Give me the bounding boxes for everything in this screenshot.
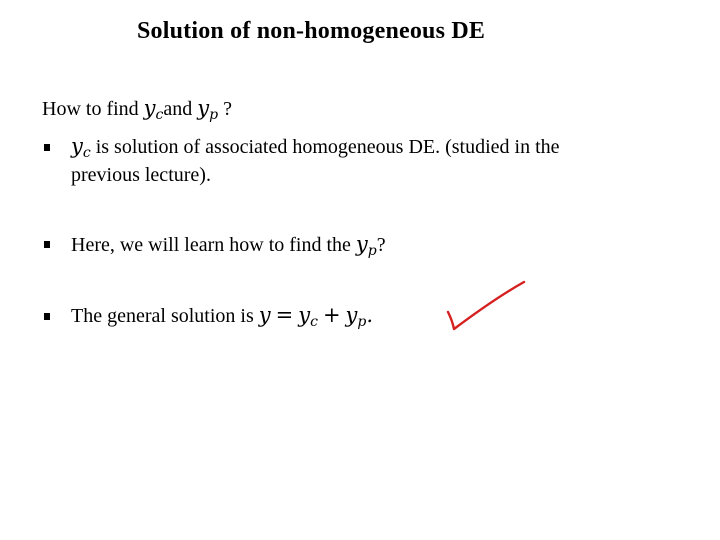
bullet-marker bbox=[44, 313, 50, 320]
bullet-3 bbox=[71, 303, 373, 330]
yc-symbol: $y_c$ bbox=[143, 96, 164, 123]
general-solution-equation: $y = y_c + y_p$. bbox=[258, 303, 374, 330]
bullet-2-suffix: ? bbox=[376, 234, 386, 256]
intro-join: and bbox=[163, 98, 193, 120]
bullet-marker bbox=[44, 144, 50, 151]
bullet-2 bbox=[71, 232, 386, 259]
bullet-1-line-1 bbox=[71, 134, 560, 161]
bullet-3-text: The general solution is bbox=[71, 305, 254, 327]
bullet-1-text: is solution of associated homogeneous DE. (studied in the bbox=[95, 136, 560, 158]
intro-question bbox=[42, 96, 232, 123]
bullet-marker bbox=[44, 241, 50, 248]
intro-prefix: How to find bbox=[42, 98, 139, 120]
slide-title: Solution of non-homogeneous DE bbox=[137, 18, 486, 44]
red-checkmark-icon bbox=[444, 278, 528, 334]
yp-symbol: $y_p$ bbox=[355, 232, 377, 259]
bullet-1-line-2: previous lecture). bbox=[71, 164, 211, 186]
intro-suffix: ? bbox=[223, 98, 233, 120]
yc-symbol: $y_c$ bbox=[71, 134, 91, 161]
yp-symbol: $y_p$ bbox=[197, 96, 219, 123]
bullet-2-text: Here, we will learn how to find the bbox=[71, 234, 351, 256]
